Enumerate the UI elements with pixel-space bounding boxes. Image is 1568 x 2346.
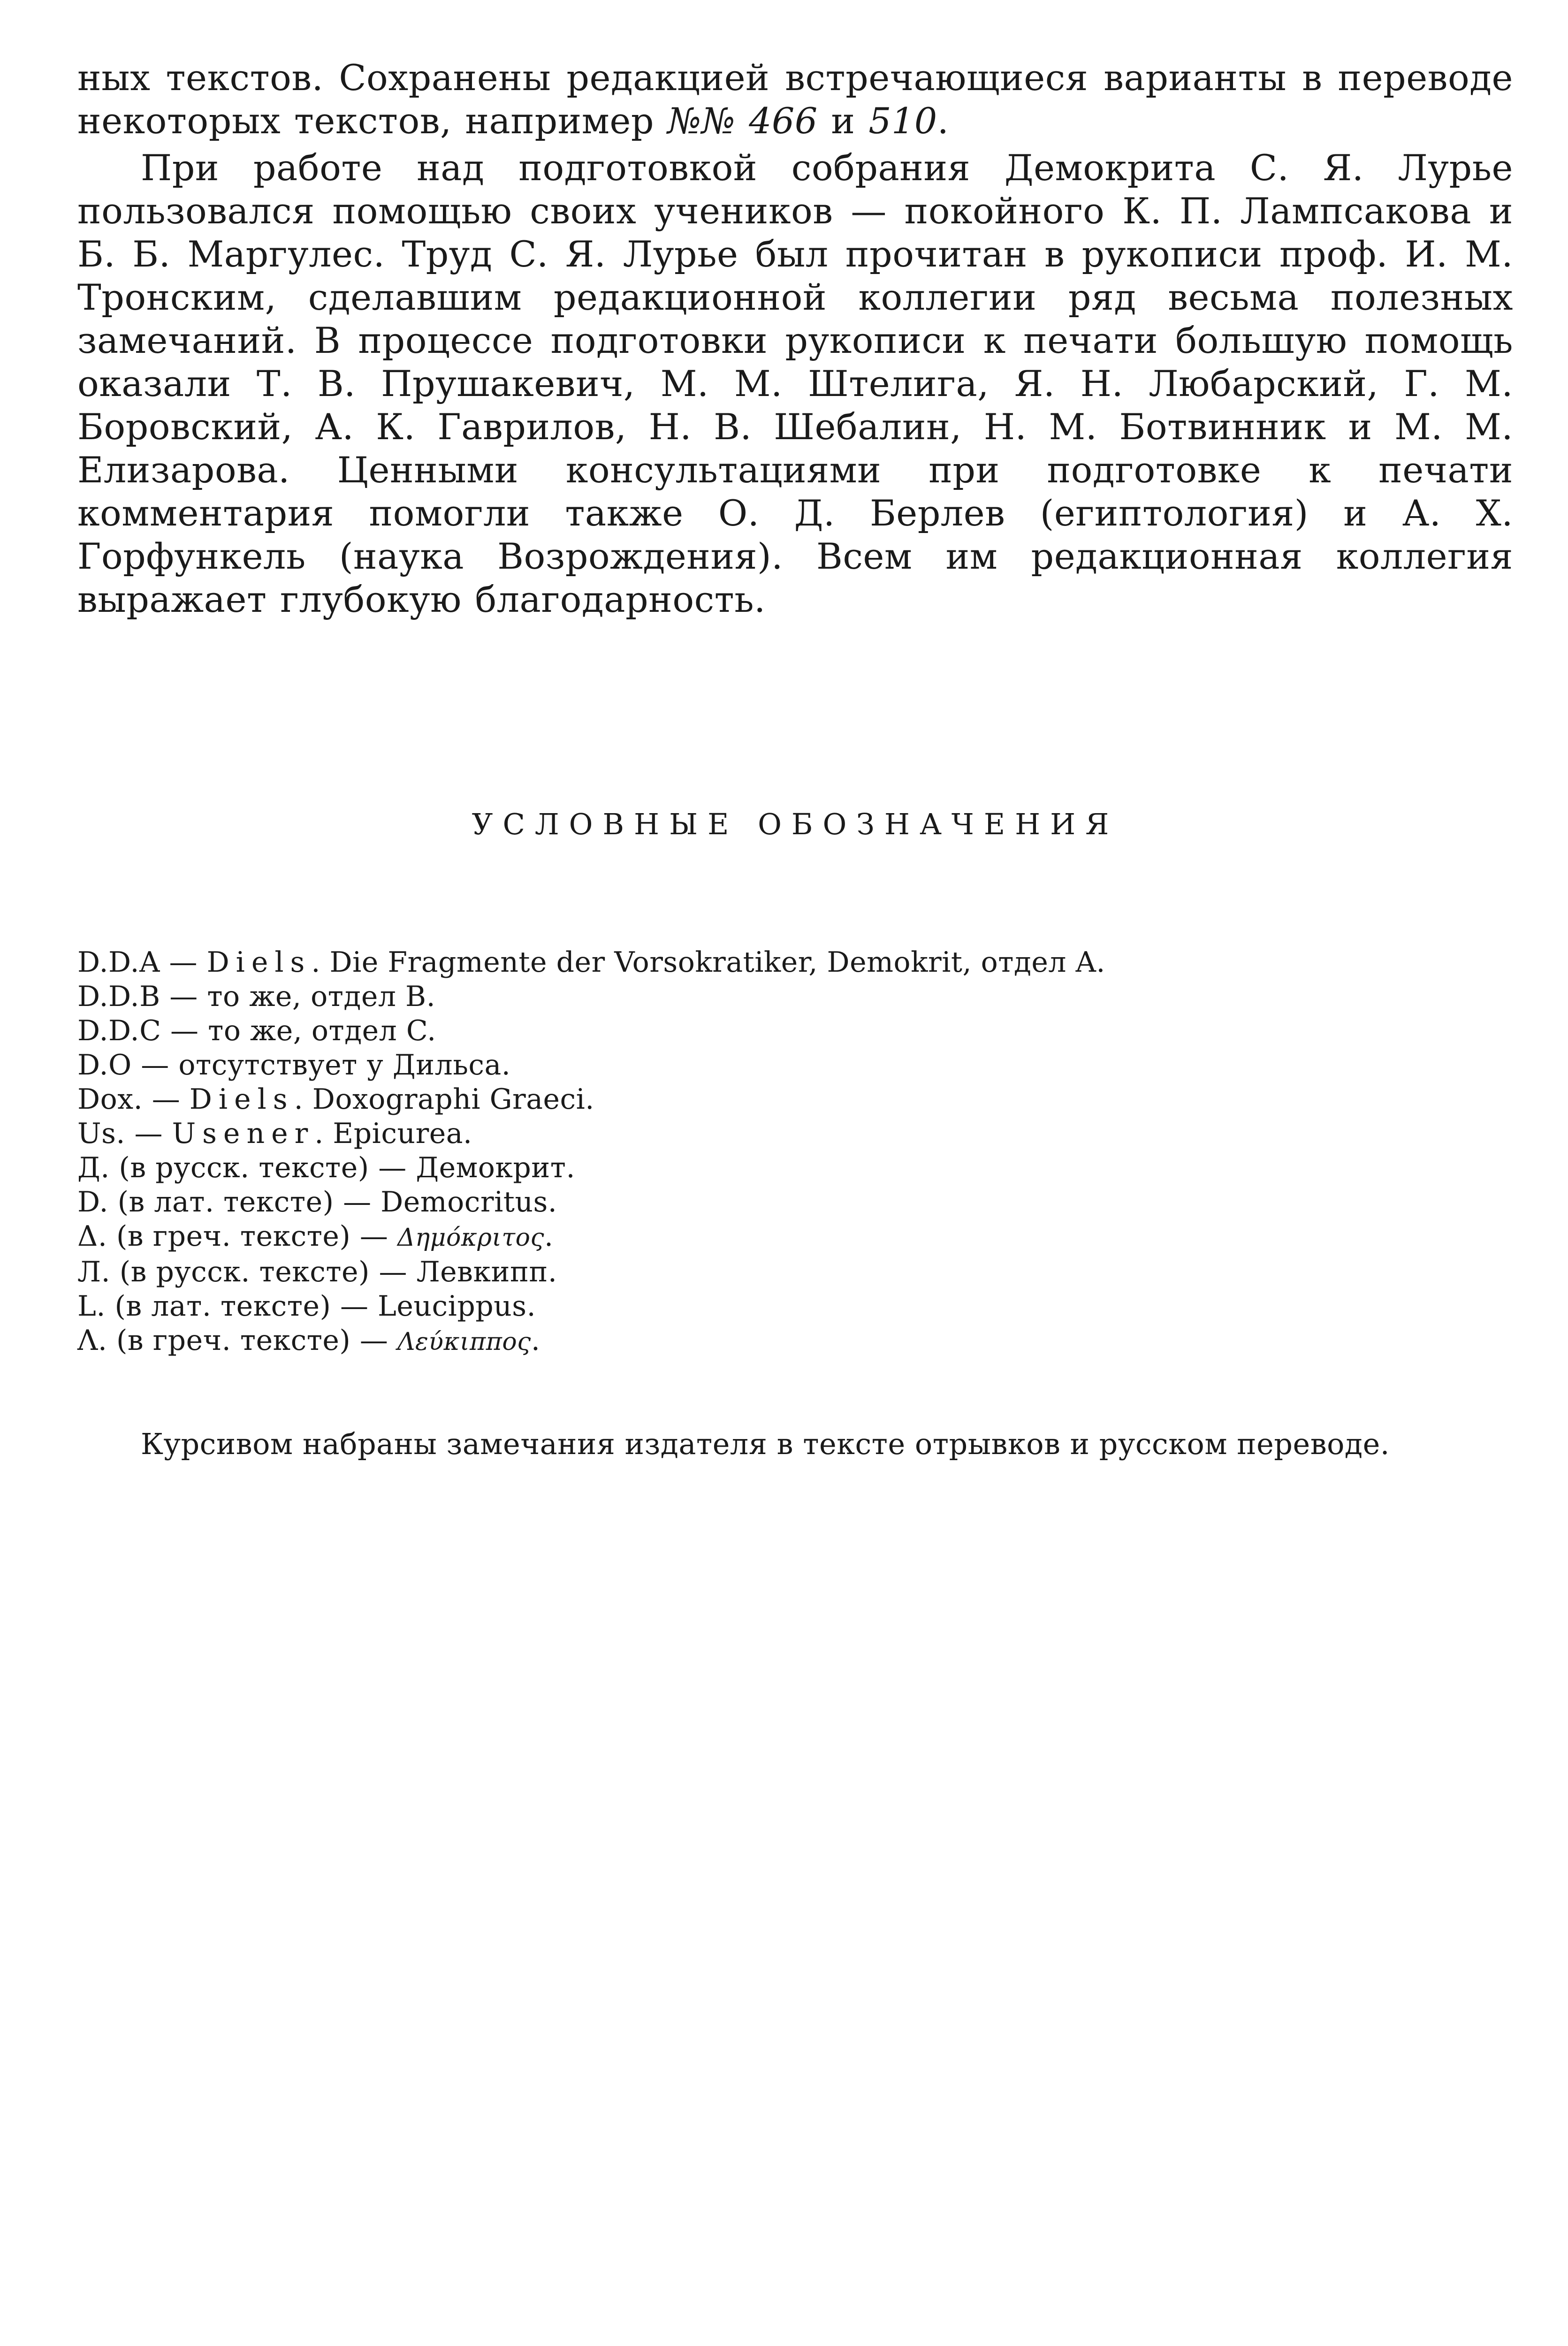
abbreviation-item [77, 1219, 1513, 1255]
abbreviation-item [77, 1082, 1513, 1117]
abbreviation-meaning: отсутствует у Дильса. [178, 1049, 511, 1082]
abbreviation-item [77, 1048, 1513, 1082]
abbreviation-meaning: . Die Fragmente der Vorsokratiker, Demokrit, отдел A. [311, 946, 1106, 979]
intro-paragraph-1 [77, 56, 1513, 143]
abbreviation-key: Dox. — [77, 1083, 190, 1116]
intro-paragraph-1-conjunction: и [831, 100, 869, 142]
abbreviation-meaning: Левкипп. [416, 1256, 557, 1288]
abbreviations-heading: УСЛОВНЫЕ ОБОЗНАЧЕНИЯ [472, 807, 1119, 841]
abbreviation-key: D.O — [77, 1049, 179, 1082]
abbreviation-key: Δ. (в греч. тексте) — [77, 1220, 397, 1253]
abbreviation-meaning: . Doxographi Graeci. [294, 1083, 594, 1116]
abbreviation-key: D.D.A — [77, 946, 207, 979]
page-content [77, 56, 1513, 1461]
abbreviation-author: Diels [189, 1083, 294, 1116]
abbreviation-key: Д. (в русск. тексте) — [77, 1151, 416, 1184]
abbreviation-key: D.D.C — [77, 1014, 208, 1047]
abbreviation-author: Diels [206, 946, 312, 979]
abbreviation-meaning: . [531, 1324, 540, 1357]
abbreviation-item [77, 1151, 1513, 1185]
abbreviation-item [77, 1117, 1513, 1151]
intro-paragraph-1-italic-number: 510 [868, 100, 937, 142]
abbreviation-meaning: то же, отдел B. [207, 980, 436, 1013]
abbreviation-meaning: то же, отдел C. [208, 1014, 436, 1047]
italics-note: Курсивом набраны замечания издателя в тексте отрывков и русском переводе. [141, 1427, 1390, 1461]
intro-paragraph-1-text: ных текстов. Сохранены редакцией встречающиеся варианты в переводе некоторых текстов, например [77, 57, 1513, 142]
abbreviation-author: Usener [172, 1117, 315, 1150]
abbreviation-meaning: . [544, 1220, 554, 1253]
intro-paragraph-1-italic-numbers: №№ 466 [667, 100, 831, 142]
abbreviations-list [77, 945, 1513, 1359]
abbreviation-greek: Λεύκιππος [397, 1328, 531, 1356]
abbreviation-key: L. (в лат. тексте) — [77, 1290, 378, 1323]
abbreviation-meaning: Демокрит. [416, 1151, 576, 1184]
abbreviation-item [77, 1255, 1513, 1289]
abbreviation-item [77, 1324, 1513, 1359]
abbreviation-key: Us. — [77, 1117, 172, 1150]
abbreviation-greek: Δημόκριτος [397, 1224, 545, 1252]
abbreviation-key: Л. (в русск. тексте) — [77, 1256, 417, 1288]
abbreviation-item [77, 945, 1513, 980]
abbreviation-item [77, 1185, 1513, 1219]
abbreviation-item [77, 1014, 1513, 1048]
intro-paragraph-2: При работе над подготовкой собрания Демокрита С. Я. Лурье пользовался помощью своих учеников — покойного К. П. Лампсакова и Б. Б. Маргулес. Труд С. Я. Лурье был прочитан в рукописи проф. И. М. Тронским, сделавшим редакционной коллегии ряд весьма полезных замечаний. В процессе подготовки рукописи к печати большую помощь оказали Т. В. Прушакевич, М. М. Штелига, Я. Н. Любарский, Г. М. Боровский, А. К. Гаврилов, Н. В. Шебалин, Н. М. Ботвинник и М. М. Елизарова. Ценными консультациями при подготовке к печати комментария помогли также О. Д. Берлев (египтология) и А. Х. Горфункель (наука Возрождения). Всем им редакционная коллегия выражает глубокую благодарность. [77, 147, 1513, 620]
abbreviation-item [77, 1289, 1513, 1324]
abbreviation-key: Λ. (в греч. тексте) — [77, 1324, 397, 1357]
abbreviation-meaning: Leucippus. [378, 1290, 536, 1323]
intro-paragraph-1-end: . [937, 100, 949, 142]
abbreviation-key: D.D.B — [77, 980, 207, 1013]
abbreviation-key: D. (в лат. тексте) — [77, 1186, 381, 1219]
abbreviation-meaning: . Epicurea. [314, 1117, 472, 1150]
abbreviation-item [77, 980, 1513, 1014]
abbreviation-meaning: Democritus. [381, 1186, 557, 1219]
